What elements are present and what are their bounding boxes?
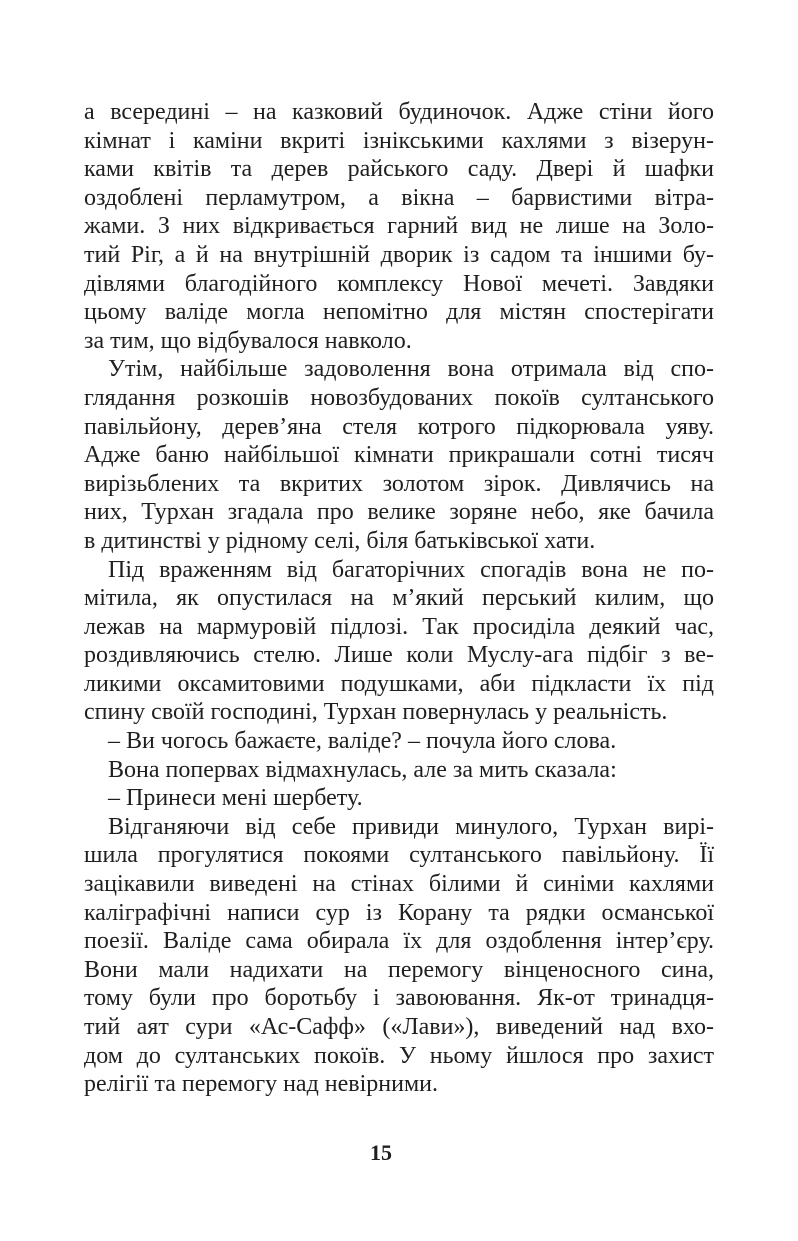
page-number: 15 [370,1140,392,1165]
text-line: зацікавили виведені на стінах білими й синіми кахлями [84,871,714,898]
text-line: – Принеси мені шербету. [108,785,363,812]
text-line: глядання розкошів новозбудованих покоїв султанського [84,384,714,411]
text-line: релігії та перемогу над невірними. [84,1071,439,1098]
text-line: павільйону, дерев’яна стеля котрого підкорювала уяву. [84,413,714,440]
text-line: – Ви чогось бажаєте, валіде? – почула його слова. [108,728,617,755]
text-line: тому були про боротьбу і завоювання. Як-от тринадця- [84,985,714,1012]
paragraph [84,556,714,728]
text-line: кімнат і каміни вкриті ізнікськими кахлями з візерун- [84,127,714,154]
text-line: за тим, що відбувалося навколо. [84,327,412,354]
text-line: дівлями благодійного комплексу Нової мечеті. Завдяки [84,270,714,297]
paragraph [84,98,714,355]
text-line: дом до султанських покоїв. У ньому йшлося про захист [84,1042,714,1069]
text-line: роздивляючись стелю. Лише коли Муслу-ага підбіг з ве- [84,642,714,669]
text-line: спину своїй господині, Турхан повернулась у реальність. [84,699,668,726]
text-line: Вони мали надихати на перемогу вінценосного сина, [84,956,714,983]
text-line: в дитинстві у рідному селі, біля батьківської хати. [84,527,596,554]
text-line: Відганяючи від себе привиди минулого, Турхан вирі- [108,813,714,840]
text-line: поезії. Валіде сама обирала їх для оздоблення інтер’єру. [84,928,714,955]
text-line: вирізьблених та вкритих золотом зірок. Дивлячись на [84,470,714,497]
text-line: ками квітів та дерев райського саду. Двері й шафки [84,156,714,183]
text-line: оздоблені перламутром, а вікна – барвистими вітра- [84,184,714,211]
text-line: Під враженням від багаторічних спогадів вона не по- [108,556,714,583]
paragraph [84,355,714,555]
paragraph [84,813,714,1099]
text-line: тий аят сури «Ас-Сафф» («Лави»), виведений над вхо- [84,1014,714,1040]
paragraph [84,727,714,756]
paragraph [84,784,714,813]
paragraph [84,756,714,785]
text-line: ликими оксамитовими подушками, аби підкласти їх під [84,670,714,697]
text-line: цьому валіде могла непомітно для містян спостерігати [84,299,714,326]
text-line: Утім, найбільше задоволення вона отримала від спо- [108,356,714,383]
text-line: Вона попервах відмахнулась, але за мить сказала: [108,756,617,783]
text-line: а всередині – на казковий будиночок. Адже стіни його [84,99,714,125]
text-line: лежав на мармуровій підлозі. Так просиділа деякий час, [84,613,714,640]
text-line: мітила, як опустилася на м’який перський килим, що [84,585,714,612]
text-line: них, Турхан згадала про велике зоряне небо, яке бачила [84,499,714,526]
text-line: каліграфічні написи сур із Корану та рядки османської [84,899,714,926]
text-line: Адже баню найбільшої кімнати прикрашали сотні тисяч [84,442,714,469]
text-line: шила прогулятися покоями султанського павільйону. Її [84,842,714,869]
text-line: тий Ріг, а й на внутрішній дворик із садом та іншими бу- [84,241,714,268]
body-text [84,98,714,1099]
text-line: жами. З них відкривається гарний вид не лише на Золо- [84,213,714,240]
